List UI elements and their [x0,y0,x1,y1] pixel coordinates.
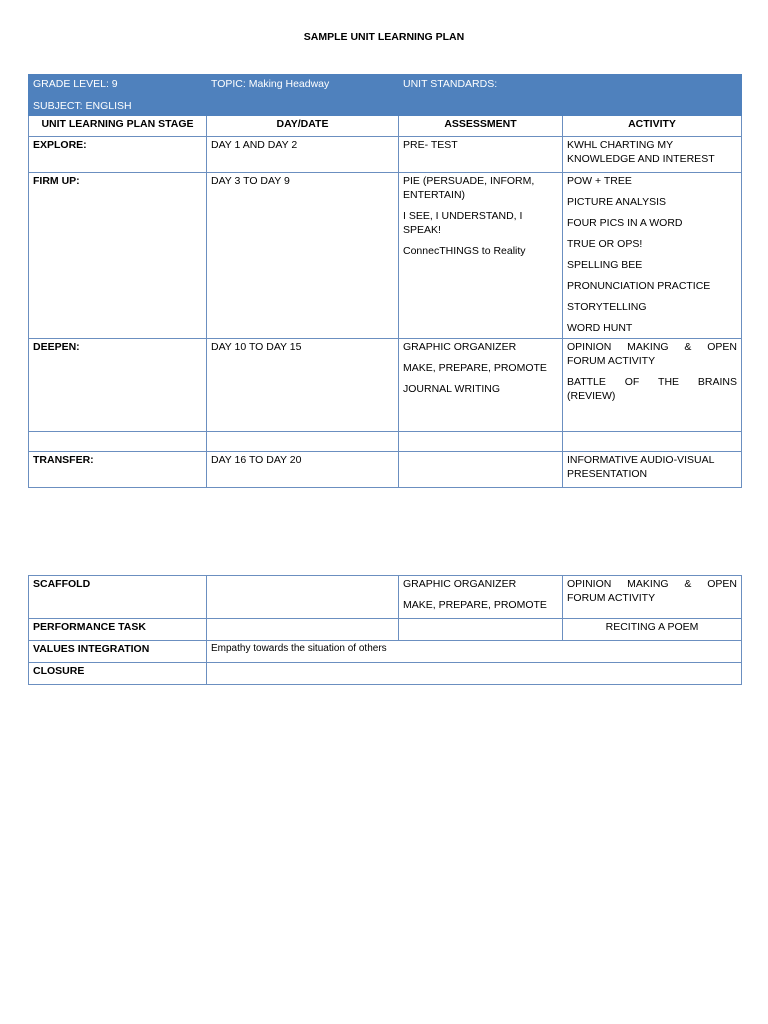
activity-item: FOUR PICS IN A WORD [567,217,683,229]
assessment-explore: PRE- TEST [399,137,563,173]
row-transfer [29,452,742,488]
assessment-item: MAKE, PREPARE, PROMOTE [403,362,547,374]
day-explore: DAY 1 AND DAY 2 [207,137,399,173]
document-title: SAMPLE UNIT LEARNING PLAN [303,31,465,43]
assessment-item: PIE (PERSUADE, INFORM, ENTERTAIN) [403,175,535,201]
scaffold-table [28,575,742,685]
day-transfer: DAY 16 TO DAY 20 [207,452,399,488]
activity-deepen [563,339,742,432]
row-deepen [29,339,742,432]
activity-explore: KWHL CHARTING MY KNOWLEDGE AND INTEREST [563,137,742,173]
activity-item: PRONUNCIATION PRACTICE [567,280,711,292]
header-row-1 [29,75,742,96]
values-integration-text: Empathy towards the situation of others [207,641,742,663]
stage-transfer: TRANSFER: [29,452,207,488]
row-performance-task [29,619,742,641]
activity-firmup [563,173,742,339]
assessment-deepen [399,339,563,432]
day-deepen: DAY 10 TO DAY 15 [207,339,399,432]
row-explore [29,137,742,173]
assessment-item: ConnecTHINGS to Reality [403,245,526,257]
activity-item: POW + TREE [567,175,632,187]
col-day: DAY/DATE [207,116,399,137]
header-row-2 [29,96,742,116]
label-values-integration: VALUES INTEGRATION [29,641,207,663]
grade-level: GRADE LEVEL: 9 [29,75,207,96]
activity-transfer: INFORMATIVE AUDIO-VISUAL PRESENTATION [563,452,742,488]
activity-item: BATTLE OF THE BRAINS (REVIEW) [567,376,737,402]
activity-item: PICTURE ANALYSIS [567,196,667,208]
topic: TOPIC: Making Headway [207,75,399,96]
label-performance-task: PERFORMANCE TASK [29,619,207,641]
activity-item: STORYTELLING [567,301,647,313]
stage-explore: EXPLORE: [29,137,207,173]
row-values-integration [29,641,742,663]
row-scaffold [29,576,742,619]
unit-plan-table [28,74,742,488]
assessment-scaffold [399,576,563,619]
assessment-item: MAKE, PREPARE, PROMOTE [403,599,547,611]
assessment-item: GRAPHIC ORGANIZER [403,578,517,590]
stage-deepen: DEEPEN: [29,339,207,432]
activity-item: TRUE OR OPS! [567,238,643,250]
assessment-item: I SEE, I UNDERSTAND, I SPEAK! [403,210,523,236]
row-empty [29,432,742,452]
column-header-row [29,116,742,137]
assessment-firmup [399,173,563,339]
activity-item: SPELLING BEE [567,259,643,271]
activity-item: OPINION MAKING & OPEN FORUM ACTIVITY [567,341,737,367]
col-assessment: ASSESSMENT [399,116,563,137]
label-scaffold: SCAFFOLD [29,576,207,619]
col-stage: UNIT LEARNING PLAN STAGE [29,116,207,137]
col-activity: ACTIVITY [563,116,742,137]
row-closure [29,663,742,685]
day-firmup: DAY 3 TO DAY 9 [207,173,399,339]
activity-performance-task: RECITING A POEM [563,619,742,641]
activity-item: WORD HUNT [567,322,633,334]
assessment-item: JOURNAL WRITING [403,383,501,395]
label-closure: CLOSURE [29,663,207,685]
activity-scaffold: OPINION MAKING & OPEN FORUM ACTIVITY [563,576,742,619]
subject: SUBJECT: ENGLISH [29,96,207,116]
assessment-item: GRAPHIC ORGANIZER [403,341,517,353]
row-firmup [29,173,742,339]
stage-firmup: FIRM UP: [29,173,207,339]
unit-standards: UNIT STANDARDS: [399,75,742,96]
assessment-transfer [399,452,563,488]
